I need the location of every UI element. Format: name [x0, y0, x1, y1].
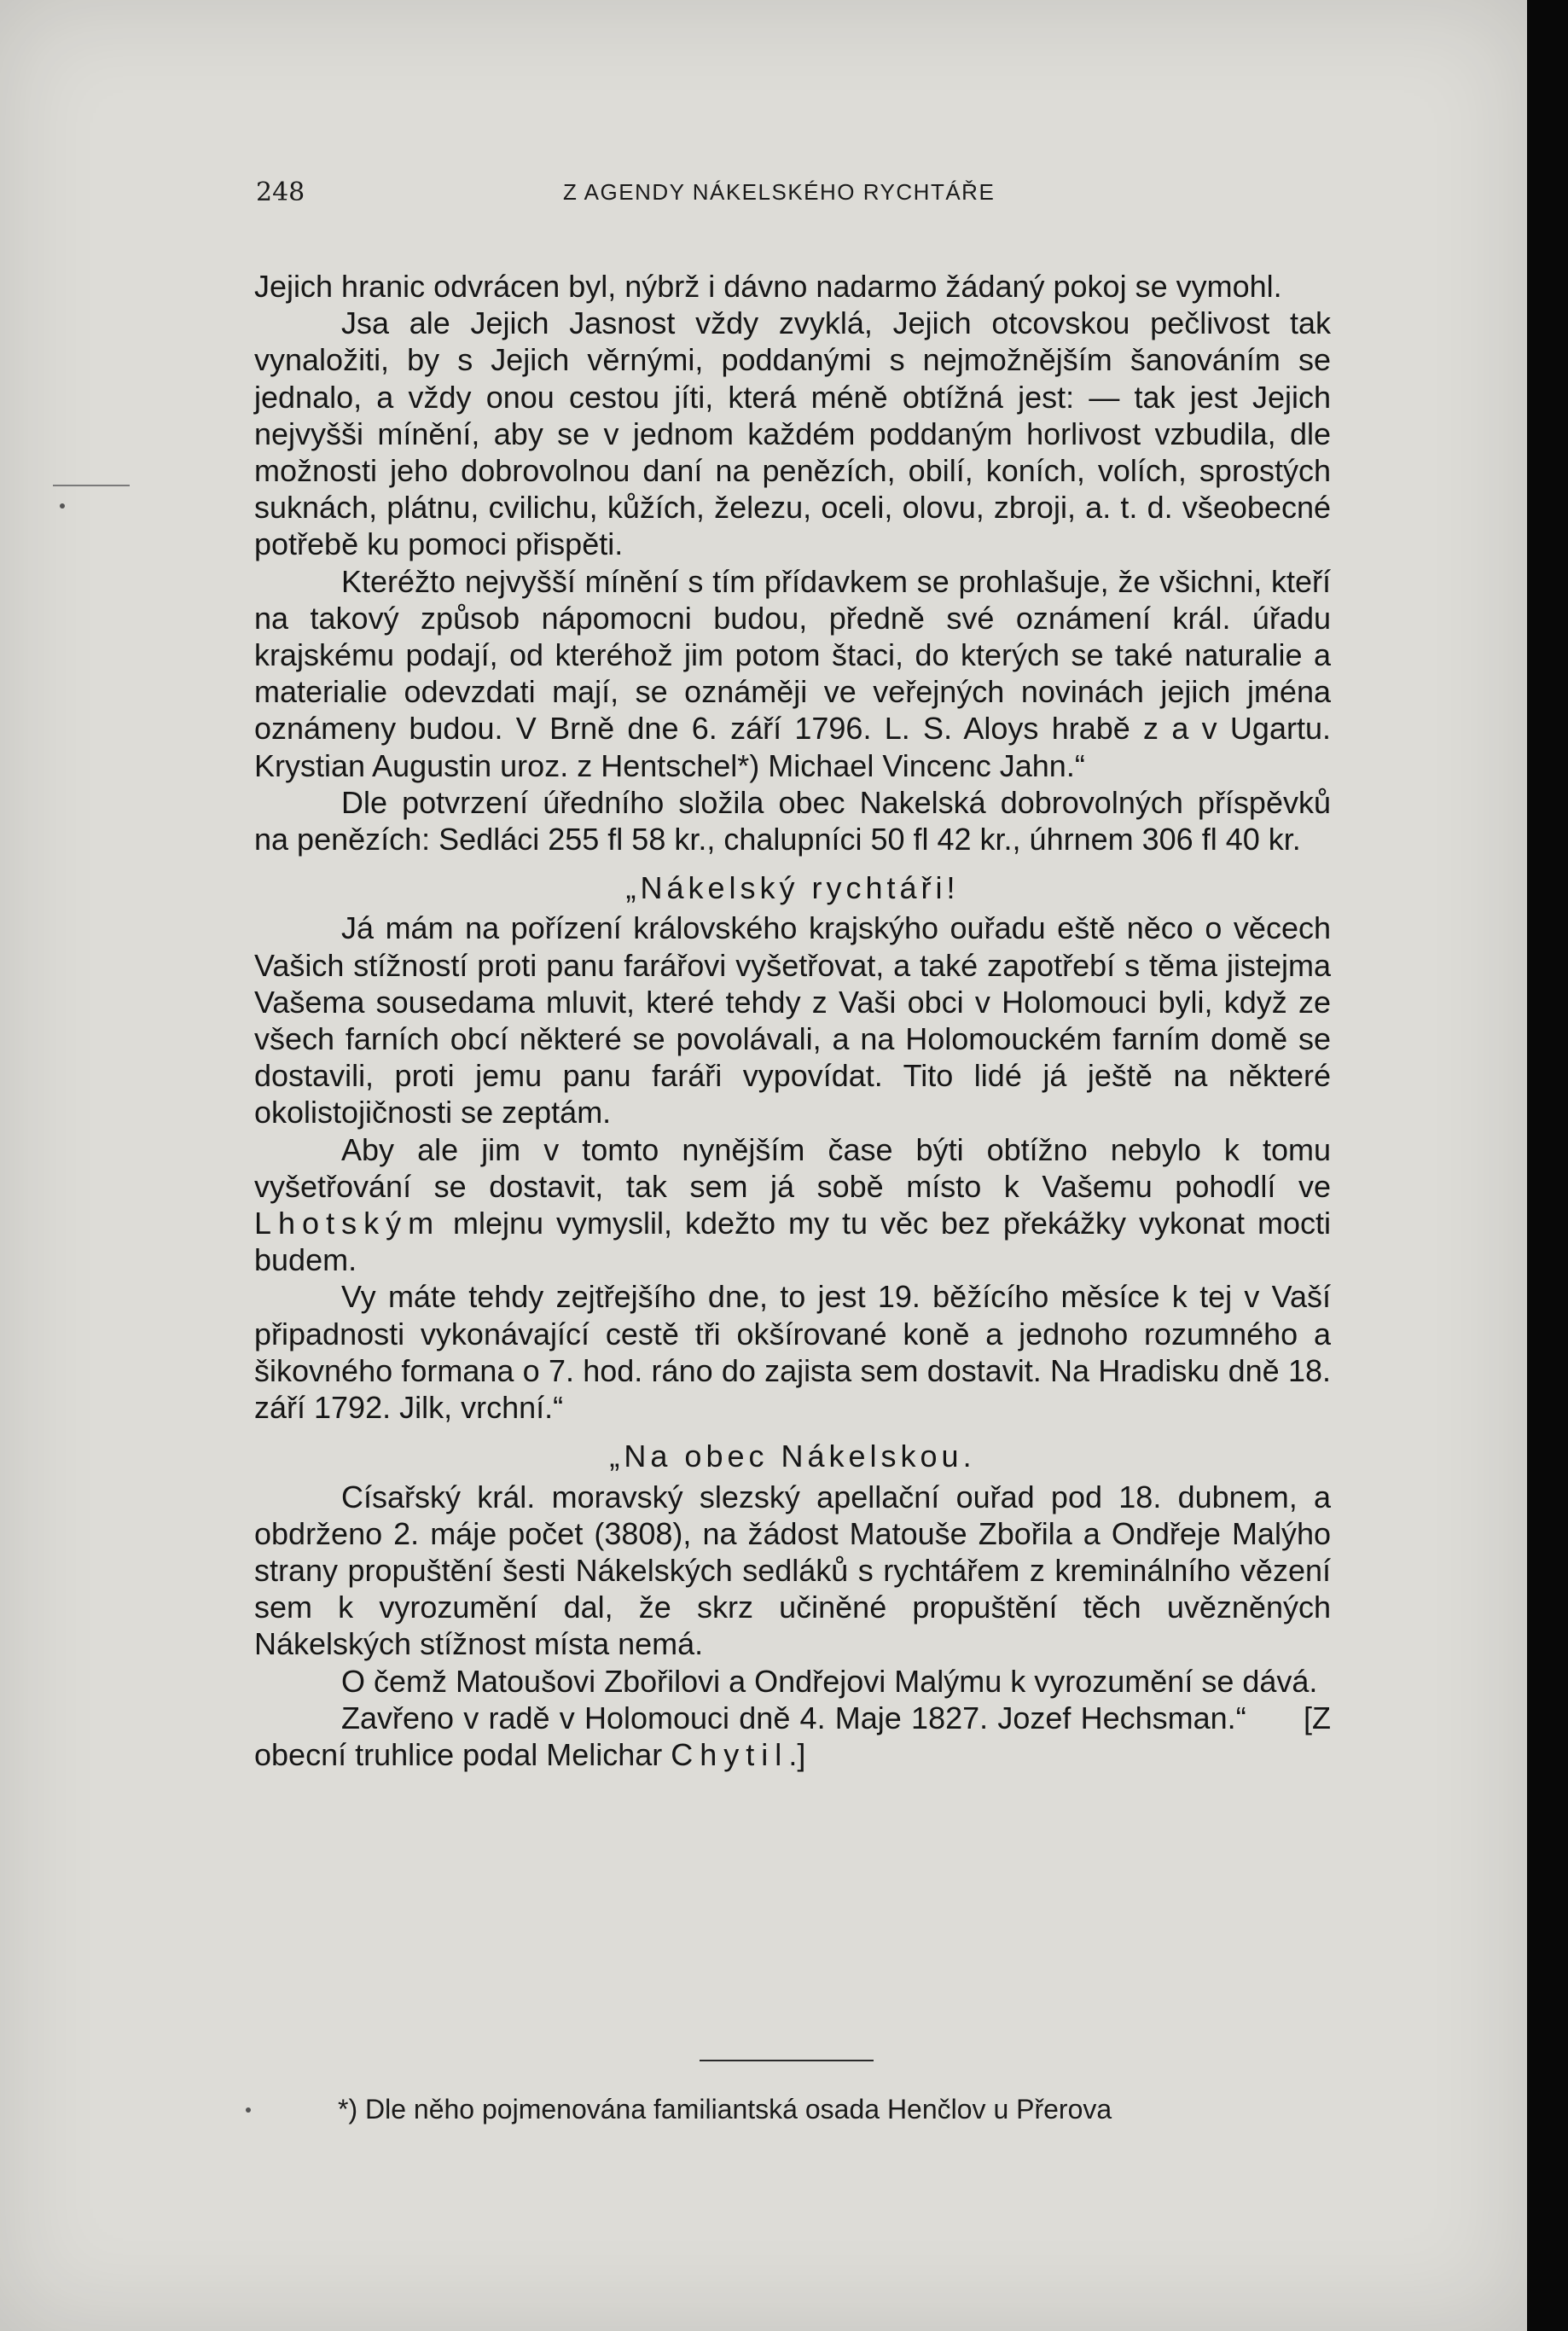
- paragraph-2: Jsa ale Jejich Jasnost vždy zvyklá, Jejich otcovskou pečlivost tak vynaložiti, by s Jejich věrnými, poddanými s nejmožnějším šanováním se jednalo, a vždy onou cestou jíti, která méně obtížná jest: — tak jest Jejich nejvyšši mínění, aby se v jednom každém poddaným horlivost vzbudila, dle možnosti jeho dobrovolnou daní na penězích, obilí, koních, volích, sprostých suknách, plátnu, cvilichu, kůžích, železu, oceli, olovu, zbroji, a. t. d. všeobecné potřebě ku pomoci přispěti.: [254, 305, 1331, 562]
- page-header: [256, 177, 1331, 212]
- paragraph-4: Dle potvrzení úředního složila obec Nakelská dobrovolných příspěvků na penězích: Sedláci 255 fl 58 kr., chalupníci 50 fl 42 kr., úhrnem 306 fl 40 kr.: [254, 784, 1331, 857]
- paragraph-8: Císařský král. moravský slezský apellační ouřad pod 18. dubnem, a obdrženo 2. máje počet (3808), na žádost Matouše Zbořila a Ondřeje Malýho strany propuštění šesti Nákelských sedláků s rychtářem z kreminálního vězení sem k vyrozumění dal, že skrz učiněné propuštění těch uvězněných Nákelských stížnost místa nemá.: [254, 1479, 1331, 1662]
- spaced-word-lhotskym: Lhotským: [254, 1206, 441, 1241]
- paragraph-10: [254, 1700, 1331, 1773]
- margin-dot: [60, 503, 65, 509]
- body-text: [254, 268, 1331, 1773]
- footnote-rule: [700, 2060, 874, 2061]
- letter-heading-2: „Na obec Nákelskou.: [609, 1439, 976, 1474]
- paragraph-5: Já mám na pořízení královského krajskýho ouřadu eště něco o věcech Vašich stížností proti panu farářovi vyšetřovat, a také zapotřebí s těma jistejma Vašema sousedama mluvit, které tehdy z Vaši obci v Holomouci byli, když ze všech farních obcí některé se povolávali, a na Holomouckém farním domě se dostavili, proti jemu panu faráři vypovídat. Tito lidé já ještě na některé okolistojičnosti se zeptám.: [254, 910, 1331, 1131]
- paragraph-9: O čemž Matoušovi Zbořilovi a Ondřejovi Malýmu k vyrozumění se dává.: [341, 1663, 1318, 1699]
- letter-heading-1: „Nákelský rychtáři!: [625, 870, 960, 906]
- footnote: *) Dle něho pojmenována familiantská osada Henčlov u Přerova: [338, 2094, 1112, 2125]
- running-head: Z AGENDY NÁKELSKÉHO RYCHTÁŘE: [563, 179, 996, 205]
- paragraph-7: Vy máte tehdy zejtřejšího dne, to jest 19. běžícího měsíce k tej v Vaší připadnosti vykonávající cestě tři okšírované koně a jednoho rozumného a šikovného formana o 7. hod. ráno do zajista sem dostavit. Na Hradisku dně 18. září 1792. Jilk, vrchní.“: [254, 1279, 1331, 1426]
- source-note: [Z obecní truhlice podal Melichar: [254, 1700, 1331, 1772]
- closing-line: Zavřeno v radě v Holomouci dně 4. Maje 1827. Jozef Hechsman.“: [341, 1700, 1246, 1735]
- footnote-dot: [246, 2107, 251, 2113]
- source-note-end: .]: [788, 1736, 806, 1772]
- paragraph-6-end: mlejnu vymyslil, kdežto my tu věc bez překážky vykonat mocti budem.: [254, 1206, 1331, 1278]
- paragraph-3: Kteréžto nejvyšší mínění s tím přídavkem se prohlašuje, že všichni, kteří na takový způsob nápomocni budou, předně své oznámení král. úřadu krajskému podají, od kteréhož jim potom štaci, do kterých se také naturalie a materialie odevzdati mají, se oznáměji ve veřejných novinách jejich jména oznámeny budou. V Brně dne 6. září 1796. L. S. Aloys hrabě z a v Ugartu. Krystian Augustin uroz. z Hentschel*) Michael Vincenc Jahn.“: [254, 563, 1331, 783]
- page-number: 248: [256, 177, 305, 207]
- spaced-name-chytil: Chytil: [671, 1736, 789, 1772]
- paragraph-6: [254, 1131, 1331, 1279]
- margin-mark: [53, 485, 130, 486]
- paragraph-6-start: Aby ale jim v tomto nynějším čase býti obtížno nebylo k tomu vyšetřování se dostavit, tak sem já sobě místo k Vašemu pohodlí ve: [254, 1131, 1331, 1204]
- paragraph-1: Jejich hranic odvrácen byl, nýbrž i dávno nadarmo žádaný pokoj se vymohl.: [254, 269, 1282, 304]
- scan-edge: [1527, 0, 1568, 2331]
